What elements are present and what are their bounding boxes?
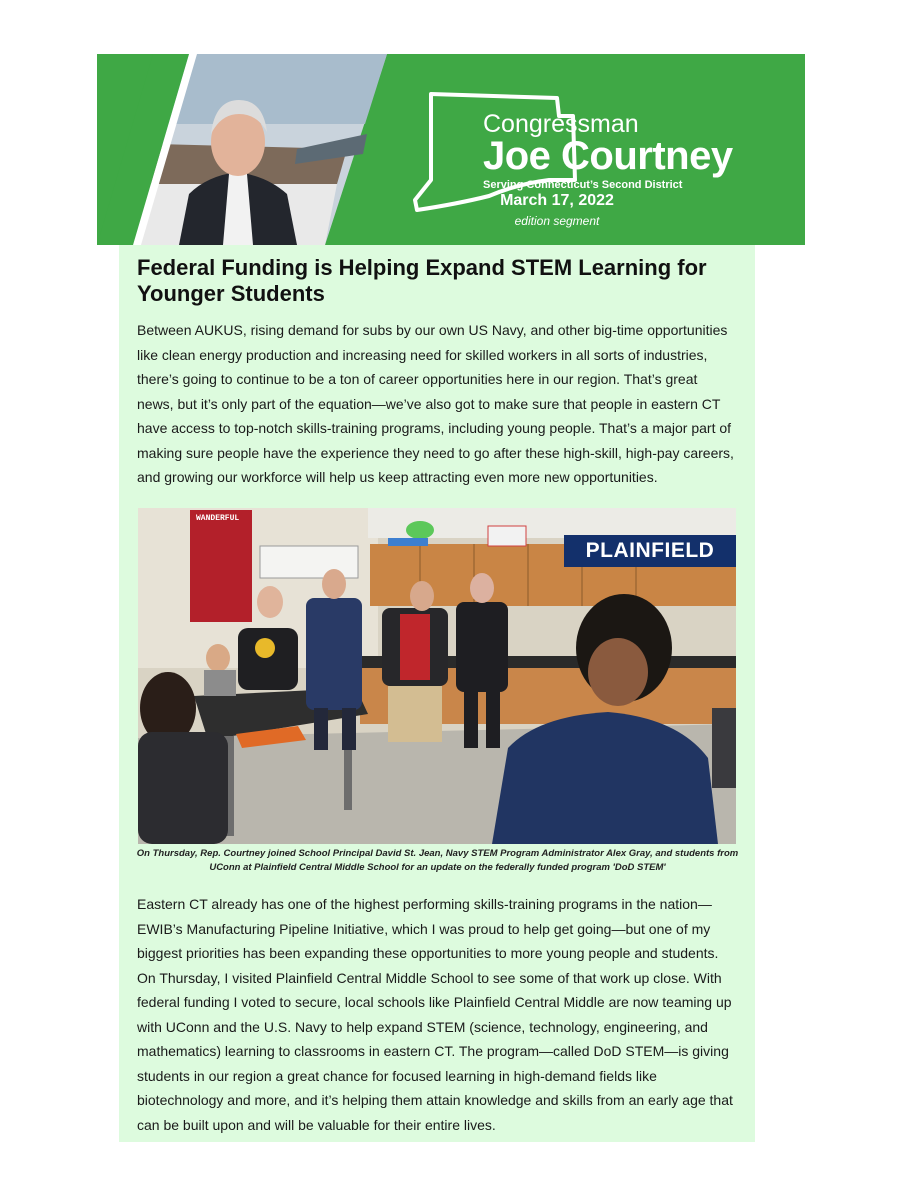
brand-title-name: Joe Courtney <box>483 134 733 178</box>
newsletter-banner <box>97 54 805 245</box>
article-paragraph-1: Between AUKUS, rising demand for subs by our own US Navy, and other big-time opportunities like clean energy production and increasing need for skilled workers in all sorts of industries, there’s going to continue to be a ton of career opportunities here in our region. That’s great news, but it’s only part of the equation—we’ve also got to make sure that people in eastern CT have access to top-notch skills-training programs, including young people. That’s a major part of making sure people have the experience they need to go after these high-skill, high-pay careers, and growing our workforce will help us keep attracting even more new opportunities. <box>137 322 734 485</box>
article-paragraph-2: Eastern CT already has one of the highest performing skills-training programs in the nation—EWIB’s Manufacturing Pipeline Initiative, which I was proud to help get going—but one of my biggest priorities has been expanding these opportunities to more young people and students. On Thursday, I visited Plainfield Central Middle School to see some of that work up close. With federal funding I voted to secure, local schools like Plainfield Central Middle are now teaming up with UConn and the U.S. Navy to help expand STEM (science, technology, engineering, and mathematics) learning to classrooms in eastern CT. The program—called DoD STEM—is giving students in our region a great chance for focused learning in high-demand fields like biotechnology and more, and it’s helping them attain knowledge and skills from an early age that can be built upon and will be valuable for their entire lives. <box>137 896 733 1133</box>
brand-subtitle: Serving Connecticut’s Second District <box>483 179 683 191</box>
edition-label: edition segment <box>514 214 600 228</box>
edition-date: March 17, 2022 <box>500 192 614 209</box>
location-badge: PLAINFIELD <box>564 535 736 567</box>
wall-sign: WANDERFUL <box>196 514 240 523</box>
article-headline: Federal Funding is Helping Expand STEM Learning for Younger Students <box>137 255 707 306</box>
photo-caption: On Thursday, Rep. Courtney joined School Principal David St. Jean, Navy STEM Program Administrator Alex Gray, and students from UConn at Plainfield Central Middle School for an update on the federally funded program 'DoD STEM' <box>136 848 739 873</box>
classroom-photo <box>138 508 736 844</box>
brand-title-small: Congressman <box>483 110 639 138</box>
